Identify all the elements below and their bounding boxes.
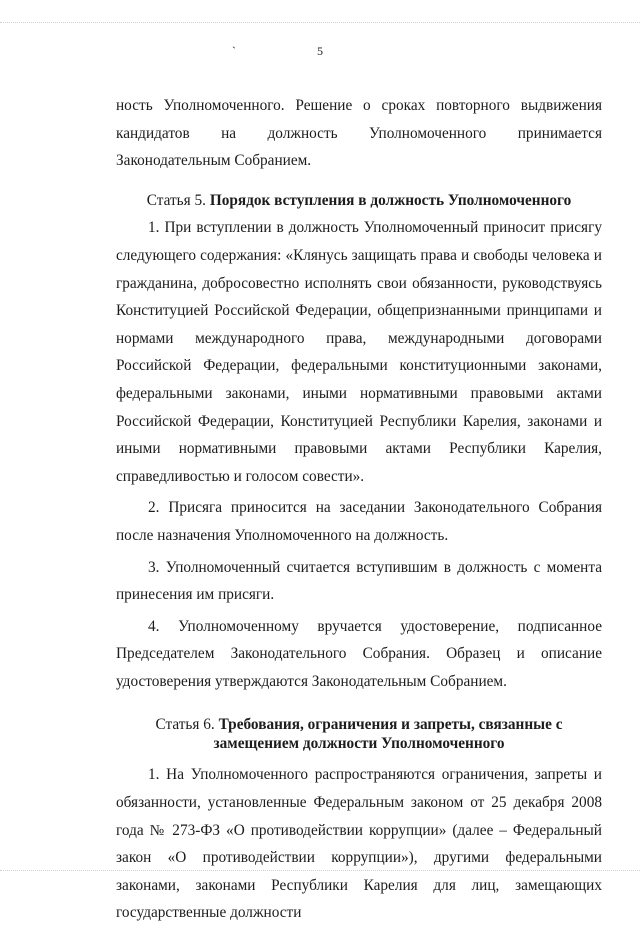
article-5-paragraph-1: 1. При вступлении в должность Уполномоченный приносит присягу следующего содержания: «Клянусь защищать права и свободы человека и гражданина, добросовестно исполнять свои обязанности, руководствуясь Конституцией Российской Федерации, общепризнанными принципами и нормами международного права, международными договорами Российской Федерации, федеральными конституционными законами, федеральными законами, иными нормативными правовыми актами Российской Федерации, Конституцией Республики Карелия, законами и иными нормативными правовыми актами Республики Карелия, справедливостью и голосом совести». [116,219,602,485]
article-6-title-line-2: замещением должности Уполномоченного [213,735,505,753]
article-5-paragraph-4: 4. Уполномоченному вручается удостоверение, подписанное Председателем Законодательного Собрания. Образец и описание удостоверения утверждаются Законодательным Собранием. [116,617,602,690]
scan-mark: ` [232,44,236,58]
article-5-paragraph-2: 2. Присяга приносится на заседании Законодательного Собрания после назначения Уполномоченного на должность. [116,499,602,544]
article-6-title-line-1: Требования, ограничения и запреты, связанные с [218,716,563,734]
scan-artifact-bottom [0,870,640,872]
page-number: 5 [317,44,323,58]
article-5-prefix: Статья 5. [146,191,206,209]
document-body [116,92,602,927]
continuation-paragraph: ность Уполномоченного. Решение о сроках повторного выдвижения кандидатов на должность Уполномоченного принимается Законодательным Собранием. [116,97,602,170]
article-5-paragraph-3: 3. Уполномоченный считается вступившим в должность с момента принесения им присяги. [116,558,602,604]
article-6-prefix: Статья 6. [155,716,215,734]
article-5-heading [116,187,602,215]
scan-artifact-top [0,22,640,24]
article-6-paragraph-1: 1. На Уполномоченного распространяются ограничения, запреты и обязанности, установленные Федеральным законом от 25 декабря 2008 года № 273-ФЗ «О противодействии коррупции» (далее – Федеральный закон «О противодействии коррупции»), другими федеральными законами, законами Республики Карелия для лиц, замещающих государственные должности [116,766,602,922]
article-6-heading [116,711,602,761]
article-5-title: Порядок вступления в должность Уполномоченного [209,191,572,209]
